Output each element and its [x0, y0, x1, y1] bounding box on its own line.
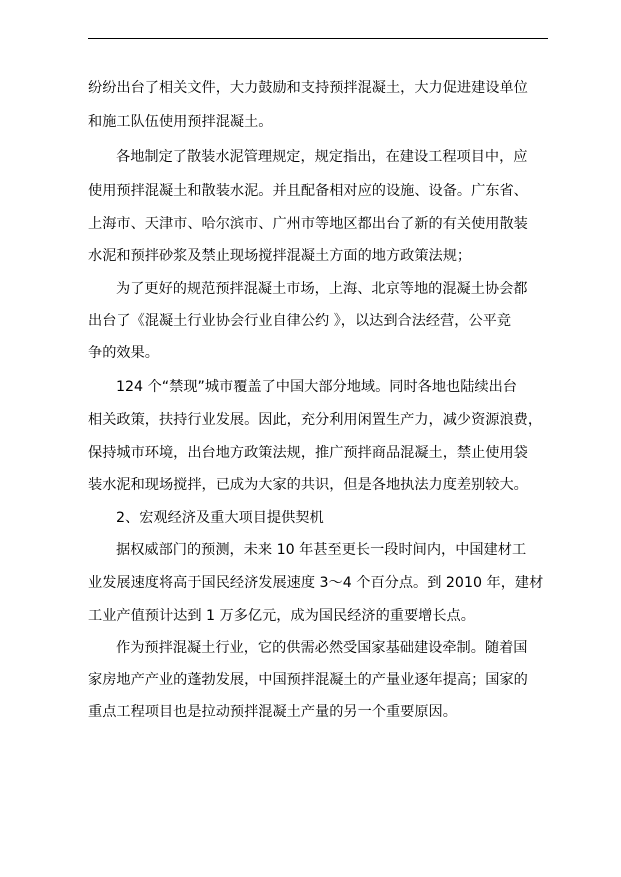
text-line-16: 业发展速度将高于国民经济发展速度 3～4 个百分点。到 2010 年，建材: [88, 575, 544, 591]
text-line-1: 纷纷出台了相关文件，大力鼓励和支持预拌混凝土，大力促进建设单位: [88, 80, 528, 96]
header-rule: [88, 38, 548, 39]
text-line-20: 重点工程项目也是拉动预拌混凝土产量的另一个重要原因。: [88, 704, 457, 720]
text-line-9: 争的效果。: [88, 345, 159, 361]
text-line-11: 相关政策，扶持行业发展。因此，充分利用闲置生产力，减少资源浪费，: [88, 412, 543, 428]
text-line-5: 上海市、天津市、哈尔滨市、广州市等地区都出台了新的有关使用散装: [88, 216, 528, 232]
text-line-15: 据权威部门的预测，未来 10 年甚至更长一段时间内，中国建材工: [116, 542, 527, 558]
text-line-2: 和施工队伍使用预拌混凝土。: [88, 114, 273, 130]
text-line-6: 水泥和预拌砂浆及禁止现场搅拌混凝土方面的地方政策法规；: [88, 248, 472, 264]
text-line-10: 124 个“禁现”城市覆盖了中国大部分地域。同时各地也陆续出台: [116, 379, 517, 395]
text-line-3: 各地制定了散装水泥管理规定，规定指出，在建设工程项目中，应: [116, 149, 528, 165]
text-line-8: 出台了《混凝土行业协会行业自律公约 》，以达到合法经营，公平竞: [88, 313, 512, 329]
text-line-7: 为了更好的规范预拌混凝土市场，上海、北京等地的混凝土协会都: [116, 281, 528, 297]
text-line-17: 工业产值预计达到 1 万多亿元，成为国民经济的重要增长点。: [88, 608, 475, 624]
text-line-4: 使用预拌混凝土和散装水泥。并且配备相对应的设施、设备。广东省、: [88, 183, 528, 199]
text-line-18: 作为预拌混凝土行业，它的供需必然受国家基础建设牵制。随着国: [116, 640, 528, 656]
text-line-12: 保持城市环境，出台地方政策法规，推广预拌商品混凝土，禁止使用袋: [88, 445, 528, 461]
text-line-19: 家房地产产业的蓬勃发展，中国预拌混凝土的产量业逐年提高；国家的: [88, 672, 528, 688]
text-line-13: 装水泥和现场搅拌，已成为大家的共识，但是各地执法力度差别较大。: [88, 477, 528, 493]
section-heading: 2、宏观经济及重大项目提供契机: [116, 510, 324, 526]
